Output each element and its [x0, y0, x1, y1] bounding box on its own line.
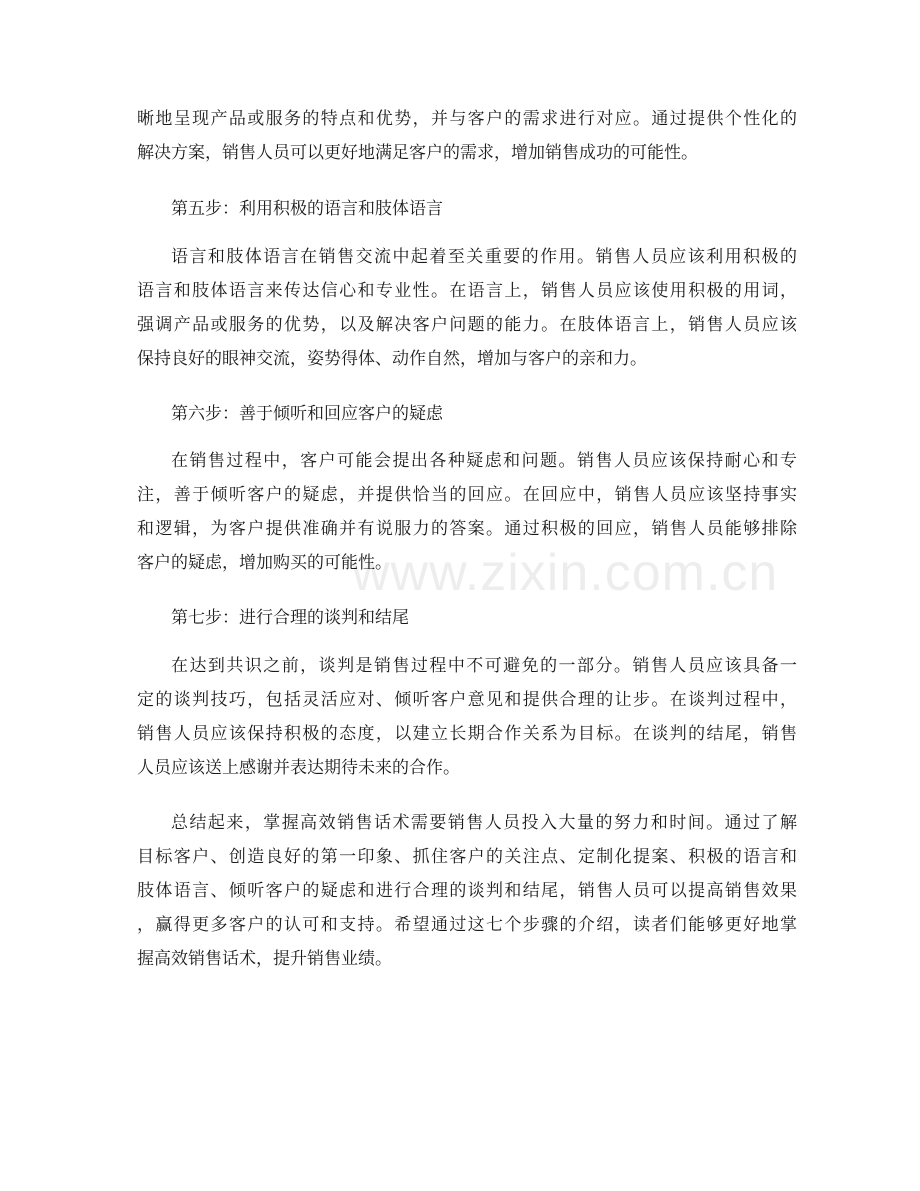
paragraph-line: 晰地呈现产品或服务的特点和优势，并与客户的需求进行对应。通过提供个性化的 — [137, 109, 797, 129]
intro-paragraph — [137, 102, 797, 170]
step6-heading: 第六步：善于倾听和回应客户的疑虑 — [171, 404, 443, 424]
paragraph-line: 定的谈判技巧，包括灵活应对、倾听客户意见和提供合理的让步。在谈判过程中， — [137, 690, 797, 710]
step6-paragraph — [137, 444, 797, 580]
paragraph-line: 目标客户、创造良好的第一印象、抓住客户的关注点、定制化提案、积极的语言和 — [137, 847, 797, 867]
paragraph-line: 销售人员应该保持积极的态度，以建立长期合作关系为目标。在谈判的结尾，销售 — [137, 724, 797, 744]
watermark: www.zixin.com.cn — [352, 544, 779, 602]
paragraph-line: 注，善于倾听客户的疑虑，并提供恰当的回应。在回应中，销售人员应该坚持事实 — [137, 485, 797, 505]
step5-heading: 第五步：利用积极的语言和肢体语言 — [171, 199, 443, 219]
paragraph-line: 保持良好的眼神交流，姿势得体、动作自然，增加与客户的亲和力。 — [137, 349, 647, 369]
step7-paragraph — [137, 649, 797, 785]
paragraph-line: 在达到共识之前，谈判是销售过程中不可避免的一部分。销售人员应该具备一 — [171, 656, 797, 676]
paragraph-line: 语言和肢体语言在销售交流中起着至关重要的作用。销售人员应该利用积极的 — [171, 247, 797, 267]
paragraph-line: ，赢得更多客户的认可和支持。希望通过这七个步骤的介绍，读者们能够更好地掌 — [137, 915, 797, 935]
paragraph-line: 和逻辑，为客户提供准确并有说服力的答案。通过积极的回应，销售人员能够排除 — [137, 519, 797, 539]
conclusion-paragraph — [137, 806, 797, 976]
paragraph-line: 握高效销售话术，提升销售业绩。 — [137, 949, 392, 969]
paragraph-line: 总结起来，掌握高效销售话术需要销售人员投入大量的努力和时间。通过了解 — [171, 813, 797, 833]
step5-paragraph — [137, 240, 797, 376]
paragraph-line: 语言和肢体语言来传达信心和专业性。在语言上，销售人员应该使用积极的用词， — [137, 281, 797, 301]
paragraph-line: 客户的疑虑，增加购买的可能性。 — [137, 553, 392, 573]
paragraph-line: 肢体语言、倾听客户的疑虑和进行合理的谈判和结尾，销售人员可以提高销售效果 — [137, 881, 797, 901]
paragraph-line: 强调产品或服务的优势，以及解决客户问题的能力。在肢体语言上，销售人员应该 — [137, 315, 797, 335]
paragraph-line: 在销售过程中，客户可能会提出各种疑虑和问题。销售人员应该保持耐心和专 — [171, 451, 797, 471]
step7-heading: 第七步：进行合理的谈判和结尾 — [171, 608, 409, 628]
paragraph-line: 人员应该送上感谢并表达期待未来的合作。 — [137, 758, 460, 778]
paragraph-line: 解决方案，销售人员可以更好地满足客户的需求，增加销售成功的可能性。 — [137, 143, 698, 163]
